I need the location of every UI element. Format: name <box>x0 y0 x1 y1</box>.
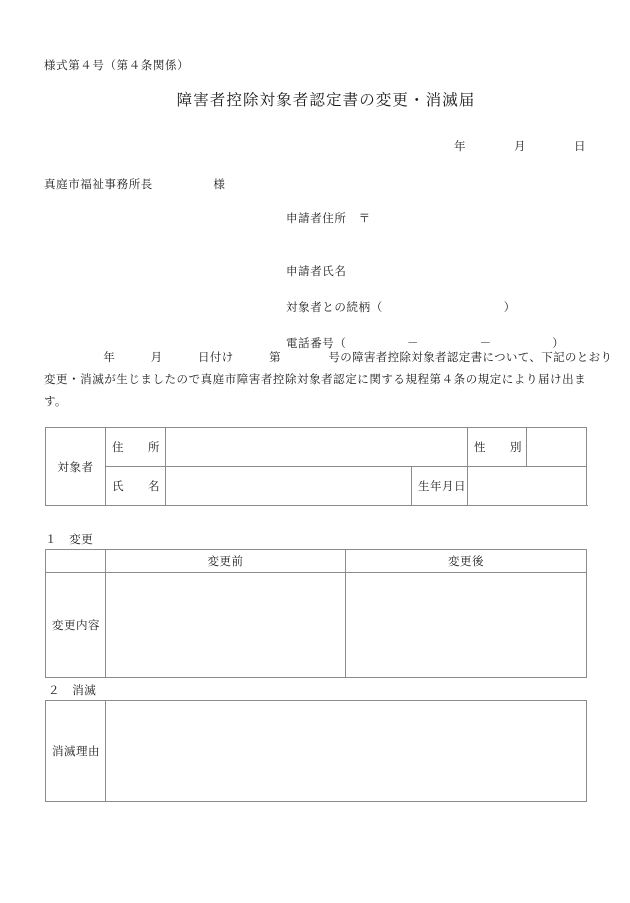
change-table <box>45 549 587 678</box>
subject-birthdate-label: 生年月日 <box>412 467 468 506</box>
extinction-row-label: 消滅理由 <box>46 701 106 802</box>
body-paragraph <box>44 347 613 413</box>
subject-address-value[interactable] <box>166 428 468 467</box>
subject-gender-value[interactable] <box>527 428 587 467</box>
table-row <box>46 701 587 802</box>
section-heading-extinction: ２ 消滅 <box>48 685 97 697</box>
table-row <box>46 573 587 678</box>
subject-name-value[interactable] <box>166 467 412 506</box>
addressee-line: 真庭市福祉事務所長 様 <box>44 179 226 191</box>
change-before-value[interactable] <box>106 573 346 678</box>
extinction-table <box>45 700 587 802</box>
subject-row-label: 対象者 <box>46 428 106 506</box>
body-line-2: 変更・消滅が生じましたので真庭市障害者控除対象者認定に関する規程第４条の規定により届け出ます。 <box>44 374 586 408</box>
subject-gender-label: 性 別 <box>468 428 527 467</box>
table-row <box>46 550 587 573</box>
applicant-address-label: 申請者住所 〒 <box>286 213 371 225</box>
change-corner-cell <box>46 550 106 573</box>
change-after-value[interactable] <box>346 573 587 678</box>
section-heading-change: １ 変更 <box>45 534 94 546</box>
table-row <box>46 428 587 467</box>
table-row <box>46 467 587 506</box>
applicant-block <box>286 210 564 351</box>
subject-address-label: 住 所 <box>106 428 166 467</box>
page-title: 障害者控除対象者認定書の変更・消滅届 <box>176 92 476 109</box>
subject-table <box>45 427 587 506</box>
change-row-label: 変更内容 <box>46 573 106 678</box>
applicant-relation-label: 対象者との続柄（ ） <box>286 302 516 314</box>
change-after-header: 変更後 <box>346 550 587 573</box>
form-number: 様式第４号（第４条関係） <box>44 60 190 72</box>
date-line: 年 月 日 <box>454 141 586 153</box>
extinction-reason-value[interactable] <box>106 701 587 802</box>
body-line-1: 年 月 日付け 第 号の障害者控除対象者認定書について、下記のとおり <box>44 352 613 364</box>
subject-name-label: 氏 名 <box>106 467 166 506</box>
applicant-name-label: 申請者氏名 <box>286 266 347 278</box>
applicant-phone-label: 電話番号（ － － ） <box>286 338 565 350</box>
change-before-header: 変更前 <box>106 550 346 573</box>
subject-birthdate-value[interactable] <box>468 467 587 506</box>
